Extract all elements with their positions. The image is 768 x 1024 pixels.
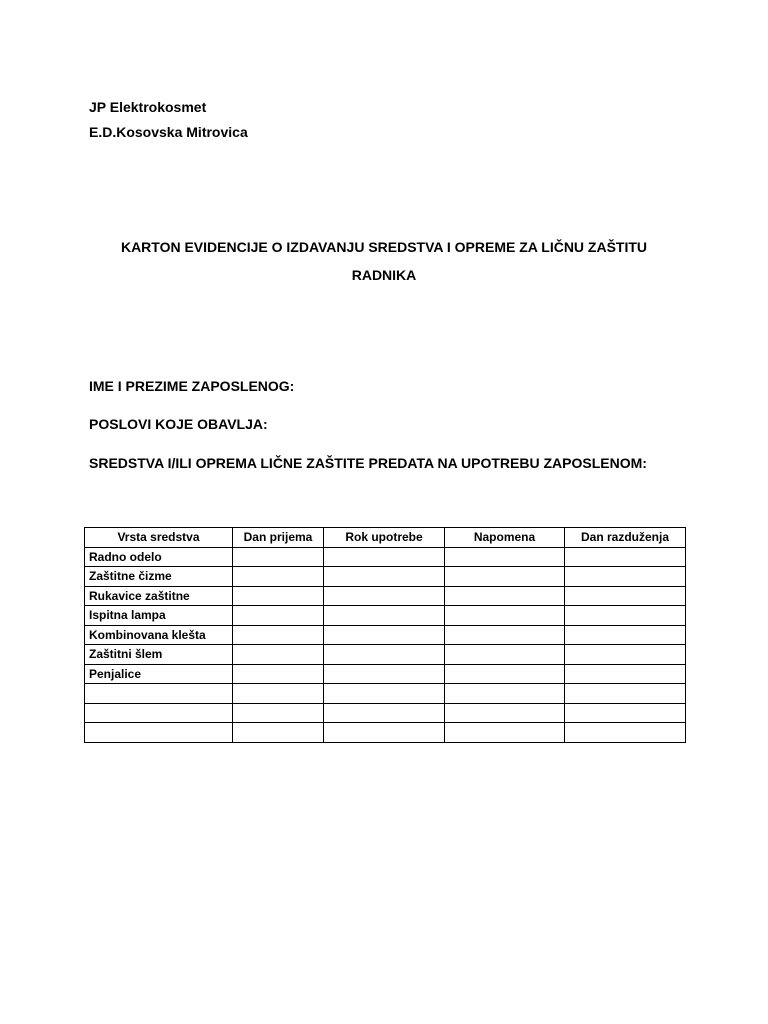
table-body xyxy=(85,547,686,742)
table-row xyxy=(85,684,686,704)
date-received-cell xyxy=(233,703,324,723)
usage-period-cell xyxy=(324,664,445,684)
item-type-cell: Zaštitni šlem xyxy=(85,645,233,665)
document-title-line2: RADNIKA xyxy=(351,267,417,283)
date-received-cell xyxy=(233,547,324,567)
date-returned-cell xyxy=(565,625,686,645)
note-cell xyxy=(445,586,565,606)
company-header xyxy=(89,95,248,145)
table-row xyxy=(85,723,686,743)
item-type-cell xyxy=(85,703,233,723)
date-returned-cell xyxy=(565,684,686,704)
usage-period-cell xyxy=(324,703,445,723)
note-cell xyxy=(445,664,565,684)
header-date-received: Dan prijema xyxy=(233,528,324,548)
date-returned-cell xyxy=(565,703,686,723)
table-header-row xyxy=(85,528,686,548)
date-received-cell xyxy=(233,625,324,645)
note-cell xyxy=(445,703,565,723)
date-received-cell xyxy=(233,723,324,743)
table-row xyxy=(85,586,686,606)
usage-period-cell xyxy=(324,586,445,606)
item-type-cell: Zaštitne čizme xyxy=(85,567,233,587)
date-returned-cell xyxy=(565,586,686,606)
table-row xyxy=(85,645,686,665)
date-returned-cell xyxy=(565,547,686,567)
note-cell xyxy=(445,547,565,567)
date-received-cell xyxy=(233,664,324,684)
header-usage-period: Rok upotrebe xyxy=(324,528,445,548)
date-received-cell xyxy=(233,606,324,626)
usage-period-cell xyxy=(324,625,445,645)
table-row xyxy=(85,547,686,567)
table-row xyxy=(85,703,686,723)
header-item-type: Vrsta sredstva xyxy=(85,528,233,548)
usage-period-cell xyxy=(324,684,445,704)
usage-period-cell xyxy=(324,723,445,743)
usage-period-cell xyxy=(324,645,445,665)
equipment-issued-label: SREDSTVA I/ILI OPREMA LIČNE ZAŠTITE PREDATA NA UPOTREBU ZAPOSLENOM: xyxy=(89,455,647,471)
table-row xyxy=(85,567,686,587)
date-returned-cell xyxy=(565,664,686,684)
date-returned-cell xyxy=(565,606,686,626)
company-unit: E.D.Kosovska Mitrovica xyxy=(89,124,248,140)
item-type-cell xyxy=(85,723,233,743)
equipment-table xyxy=(84,527,686,743)
usage-period-cell xyxy=(324,547,445,567)
note-cell xyxy=(445,684,565,704)
date-received-cell xyxy=(233,567,324,587)
date-returned-cell xyxy=(565,723,686,743)
date-returned-cell xyxy=(565,645,686,665)
item-type-cell: Rukavice zaštitne xyxy=(85,586,233,606)
usage-period-cell xyxy=(324,567,445,587)
date-received-cell xyxy=(233,684,324,704)
date-received-cell xyxy=(233,645,324,665)
document-title-line1: KARTON EVIDENCIJE O IZDAVANJU SREDSTVA I OPREME ZA LIČNU ZAŠTITU xyxy=(120,239,648,255)
table-row xyxy=(85,664,686,684)
header-note: Napomena xyxy=(445,528,565,548)
usage-period-cell xyxy=(324,606,445,626)
note-cell xyxy=(445,723,565,743)
table-row xyxy=(85,625,686,645)
item-type-cell: Kombinovana klešta xyxy=(85,625,233,645)
table-row xyxy=(85,606,686,626)
employee-name-label: IME I PREZIME ZAPOSLENOG: xyxy=(89,378,295,394)
note-cell xyxy=(445,645,565,665)
job-duties-label: POSLOVI KOJE OBAVLJA: xyxy=(89,416,268,432)
item-type-cell xyxy=(85,684,233,704)
item-type-cell: Penjalice xyxy=(85,664,233,684)
note-cell xyxy=(445,567,565,587)
item-type-cell: Radno odelo xyxy=(85,547,233,567)
note-cell xyxy=(445,606,565,626)
date-returned-cell xyxy=(565,567,686,587)
document-title xyxy=(60,233,708,289)
header-date-returned: Dan razduženja xyxy=(565,528,686,548)
company-name: JP Elektrokosmet xyxy=(89,99,207,115)
item-type-cell: Ispitna lampa xyxy=(85,606,233,626)
date-received-cell xyxy=(233,586,324,606)
note-cell xyxy=(445,625,565,645)
